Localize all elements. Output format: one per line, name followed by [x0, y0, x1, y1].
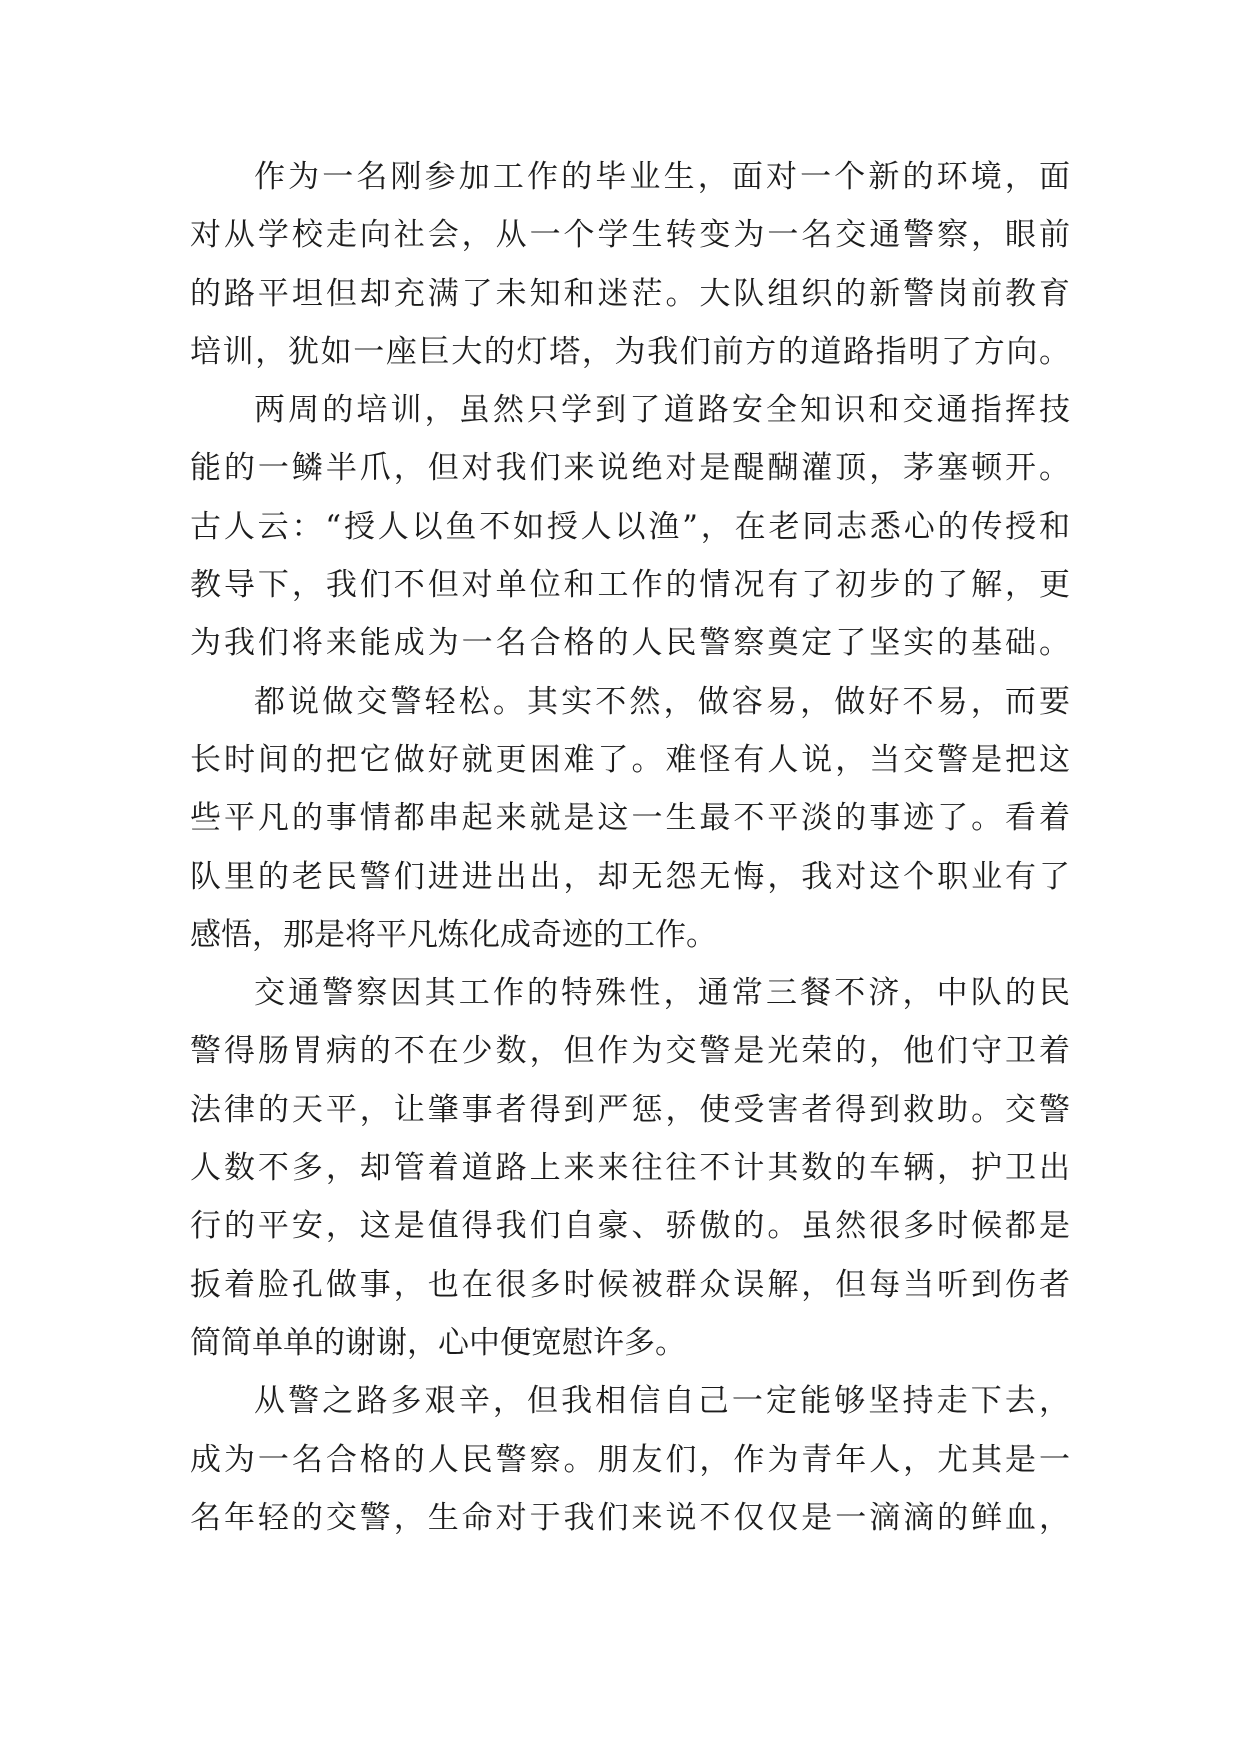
text-line: 的路平坦但却充满了未知和迷茫。大队组织的新警岗前教育 [190, 275, 1070, 312]
text-line: 两周的培训，虽然只学到了道路安全知识和交通指挥技 [254, 392, 1070, 429]
text-line: 感悟，那是将平凡炼化成奇迹的工作。 [190, 916, 717, 953]
text-line: 扳着脸孔做事，也在很多时候被群众误解，但每当听到伤者 [190, 1266, 1070, 1303]
text-line: 成为一名合格的人民警察。朋友们，作为青年人，尤其是一 [190, 1441, 1070, 1478]
text-line: 警得肠胃病的不在少数，但作为交警是光荣的，他们守卫着 [190, 1033, 1070, 1070]
text-line: 简简单单的谢谢，心中便宽慰许多。 [190, 1324, 686, 1361]
text-line: 队里的老民警们进进出出，却无怨无悔，我对这个职业有了 [190, 858, 1070, 895]
text-line: 能的一鳞半爪，但对我们来说绝对是醍醐灌顶，茅塞顿开。 [190, 450, 1070, 487]
document-body [190, 157, 1070, 1556]
text-line: 古人云：“授人以鱼不如授人以渔”，在老同志悉心的传授和 [190, 508, 1070, 545]
text-line: 对从学校走向社会，从一个学生转变为一名交通警察，眼前 [190, 217, 1070, 254]
text-line: 培训，犹如一座巨大的灯塔，为我们前方的道路指明了方向。 [190, 333, 1070, 370]
text-line: 为我们将来能成为一名合格的人民警察奠定了坚实的基础。 [190, 625, 1070, 662]
text-line: 都说做交警轻松。其实不然，做容易，做好不易，而要 [254, 683, 1070, 720]
text-line: 些平凡的事情都串起来就是这一生最不平淡的事迹了。看着 [190, 800, 1070, 837]
text-line: 人数不多，却管着道路上来来往往不计其数的车辆，护卫出 [190, 1150, 1070, 1187]
text-line: 从警之路多艰辛，但我相信自己一定能够坚持走下去， [254, 1383, 1070, 1420]
text-line: 名年轻的交警，生命对于我们来说不仅仅是一滴滴的鲜血， [190, 1499, 1070, 1536]
text-line: 教导下，我们不但对单位和工作的情况有了初步的了解，更 [190, 567, 1070, 604]
text-line: 作为一名刚参加工作的毕业生，面对一个新的环境，面 [254, 159, 1070, 195]
text-line: 交通警察因其工作的特殊性，通常三餐不济，中队的民 [254, 975, 1070, 1012]
text-line: 长时间的把它做好就更困难了。难怪有人说，当交警是把这 [190, 741, 1070, 778]
text-line: 法律的天平，让肇事者得到严惩，使受害者得到救助。交警 [190, 1091, 1070, 1128]
text-line: 行的平安，这是值得我们自豪、骄傲的。虽然很多时候都是 [190, 1208, 1070, 1245]
